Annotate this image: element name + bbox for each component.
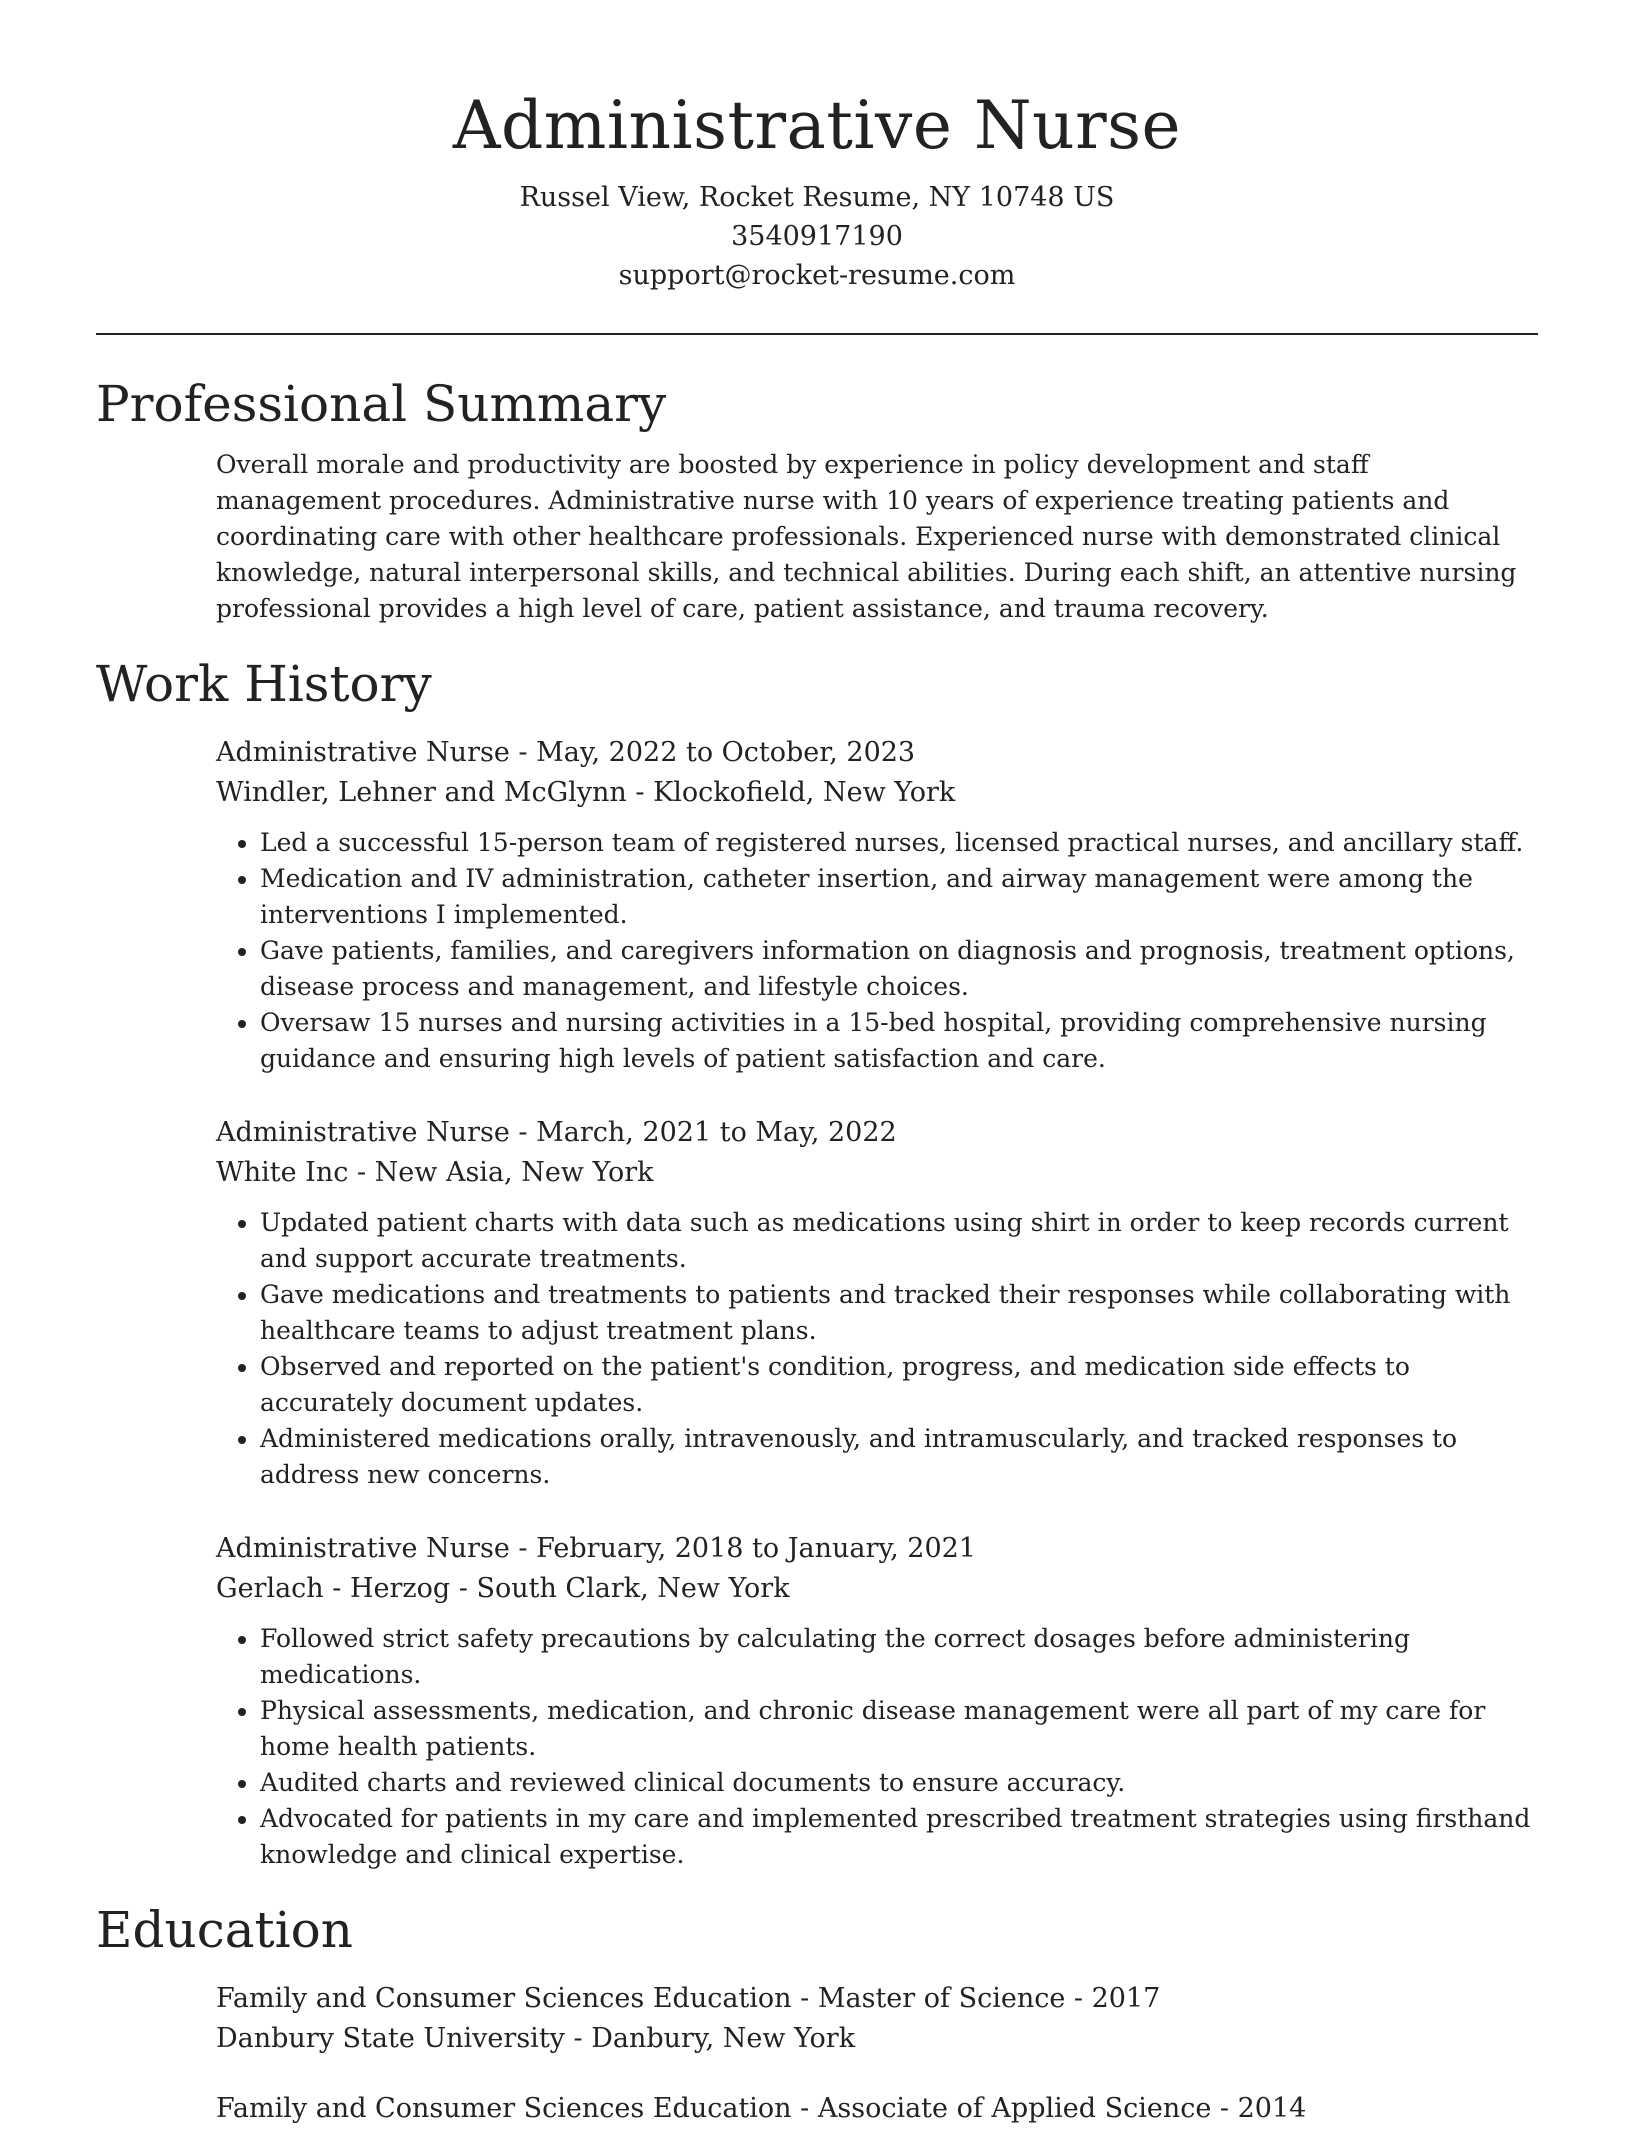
- job-entry: [216, 1113, 1538, 1493]
- job-bullet: • Led a successful 15-person team of registered nurses, licensed practical nurses, and ancillary staff.: [260, 825, 1538, 861]
- work-history-section: [96, 653, 1538, 1873]
- education-degree: Family and Consumer Sciences Education - Associate of Applied Science - 2014: [216, 2093, 1307, 2124]
- education-entry: [216, 2089, 1538, 2129]
- header-divider: [96, 333, 1538, 335]
- candidate-name: Administrative Nurse: [452, 87, 1182, 164]
- job-bullets: [216, 825, 1538, 1077]
- summary-heading: Professional Summary: [96, 375, 667, 433]
- job-bullet: • Gave patients, families, and caregivers information on diagnosis and prognosis, treatment options, disease process and management, and lifestyle choices.: [260, 933, 1538, 1005]
- job-bullets: [216, 1205, 1538, 1493]
- education-school: Danbury State University - Danbury, New York: [216, 2023, 856, 2054]
- job-bullet: • Physical assessments, medication, and chronic disease management were all part of my care for home health patients.: [260, 1693, 1538, 1765]
- job-company-location: White Inc - New Asia, New York: [216, 1157, 654, 1188]
- job-bullet: • Gave medications and treatments to patients and tracked their responses while collaborating with healthcare teams to adjust treatment plans.: [260, 1277, 1538, 1349]
- education-heading: Education: [96, 1901, 353, 1959]
- education-entry: [216, 1979, 1538, 2059]
- job-bullet: • Administered medications orally, intravenously, and intramuscularly, and tracked responses to address new concerns.: [260, 1421, 1538, 1493]
- job-bullet: • Observed and reported on the patient's condition, progress, and medication side effects to accurately document updates.: [260, 1349, 1538, 1421]
- job-entry: [216, 733, 1538, 1077]
- job-bullet: • Audited charts and reviewed clinical documents to ensure accuracy.: [260, 1765, 1538, 1801]
- job-title-dates: Administrative Nurse - May, 2022 to October, 2023: [216, 737, 916, 768]
- contact-address: Russel View, Rocket Resume, NY 10748 US: [519, 182, 1115, 213]
- job-bullet: • Advocated for patients in my care and implemented prescribed treatment strategies using firsthand knowledge and clinical expertise.: [260, 1801, 1538, 1873]
- job-bullet: • Followed strict safety precautions by calculating the correct dosages before administering medications.: [260, 1621, 1538, 1693]
- contact-phone: 3540917190: [731, 221, 903, 252]
- job-bullet: • Updated patient charts with data such as medications using shirt in order to keep records current and support accurate treatments.: [260, 1205, 1538, 1277]
- resume-header: [96, 0, 1538, 295]
- job-title-dates: Administrative Nurse - March, 2021 to May, 2022: [216, 1117, 897, 1148]
- education-section: [96, 1899, 1538, 2129]
- contact-email: support@rocket-resume.com: [618, 260, 1016, 291]
- education-degree: Family and Consumer Sciences Education - Master of Science - 2017: [216, 1983, 1161, 2014]
- job-title-dates: Administrative Nurse - February, 2018 to January, 2021: [216, 1533, 976, 1564]
- resume-page: [96, 0, 1538, 2129]
- job-entry: [216, 1529, 1538, 1873]
- summary-section: [96, 373, 1538, 627]
- job-bullet: • Oversaw 15 nurses and nursing activities in a 15-bed hospital, providing comprehensive nursing guidance and ensuring high levels of patient satisfaction and care.: [260, 1005, 1538, 1077]
- job-company-location: Gerlach - Herzog - South Clark, New York: [216, 1573, 790, 1604]
- job-bullets: [216, 1621, 1538, 1873]
- work-history-heading: Work History: [96, 655, 432, 713]
- summary-text: Overall morale and productivity are boosted by experience in policy development and staff management procedures. Administrative nurse with 10 years of experience treating patients and coordinating care with other healthcare professionals. Experienced nurse with demonstrated clinical knowledge, natural interpersonal skills, and technical abilities. During each shift, an attentive nursing professional provides a high level of care, patient assistance, and trauma recovery.: [216, 450, 1517, 623]
- job-company-location: Windler, Lehner and McGlynn - Klockofield, New York: [216, 777, 956, 808]
- contact-block: [96, 178, 1538, 295]
- job-bullet: • Medication and IV administration, catheter insertion, and airway management were among the interventions I implemented.: [260, 861, 1538, 933]
